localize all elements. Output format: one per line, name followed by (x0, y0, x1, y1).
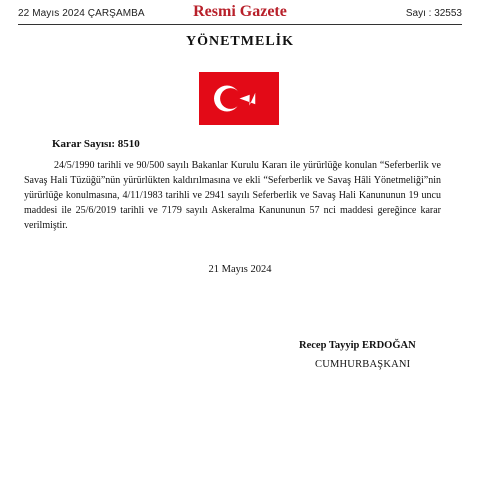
header-date: 22 Mayıs 2024 ÇARŞAMBA (18, 8, 145, 19)
turkish-flag-icon (199, 72, 279, 125)
decree-date: 21 Mayıs 2024 (208, 264, 272, 275)
decision-number: Karar Sayısı: 8510 (52, 138, 140, 150)
issue-number: Sayı : 32553 (405, 8, 462, 19)
publication-title: Resmi Gazete (193, 3, 287, 20)
crescent-inner (220, 88, 241, 109)
signer-title: CUMHURBAŞKANI (315, 359, 411, 370)
gazette-header (18, 2, 462, 25)
section-title: YÖNETMELİK (185, 34, 294, 49)
signer-name: Recep Tayyip ERDOĞAN (299, 340, 416, 351)
decree-paragraph: 24/5/1990 tarihli ve 90/500 sayılı Bakanlar Kurulu Kararı ile yürürlüğe konulan “Seferberlik ve Savaş Hali Tüzüğü”nün yürürlükten kaldırılmasına ve ekli “Seferberlik ve Savaş Hâli Yönetmeliği”nin yürürlüğe konulmasına, 4/11/1983 tarihli ve 2941 sayılı Seferberlik ve Savaş Hali Kanununun 19 uncu maddesi ile 25/6/2019 tarihli ve 7179 sayılı Askeralma Kanununun 57 nci maddesi gereğince karar verilmiştir. (24, 160, 441, 231)
